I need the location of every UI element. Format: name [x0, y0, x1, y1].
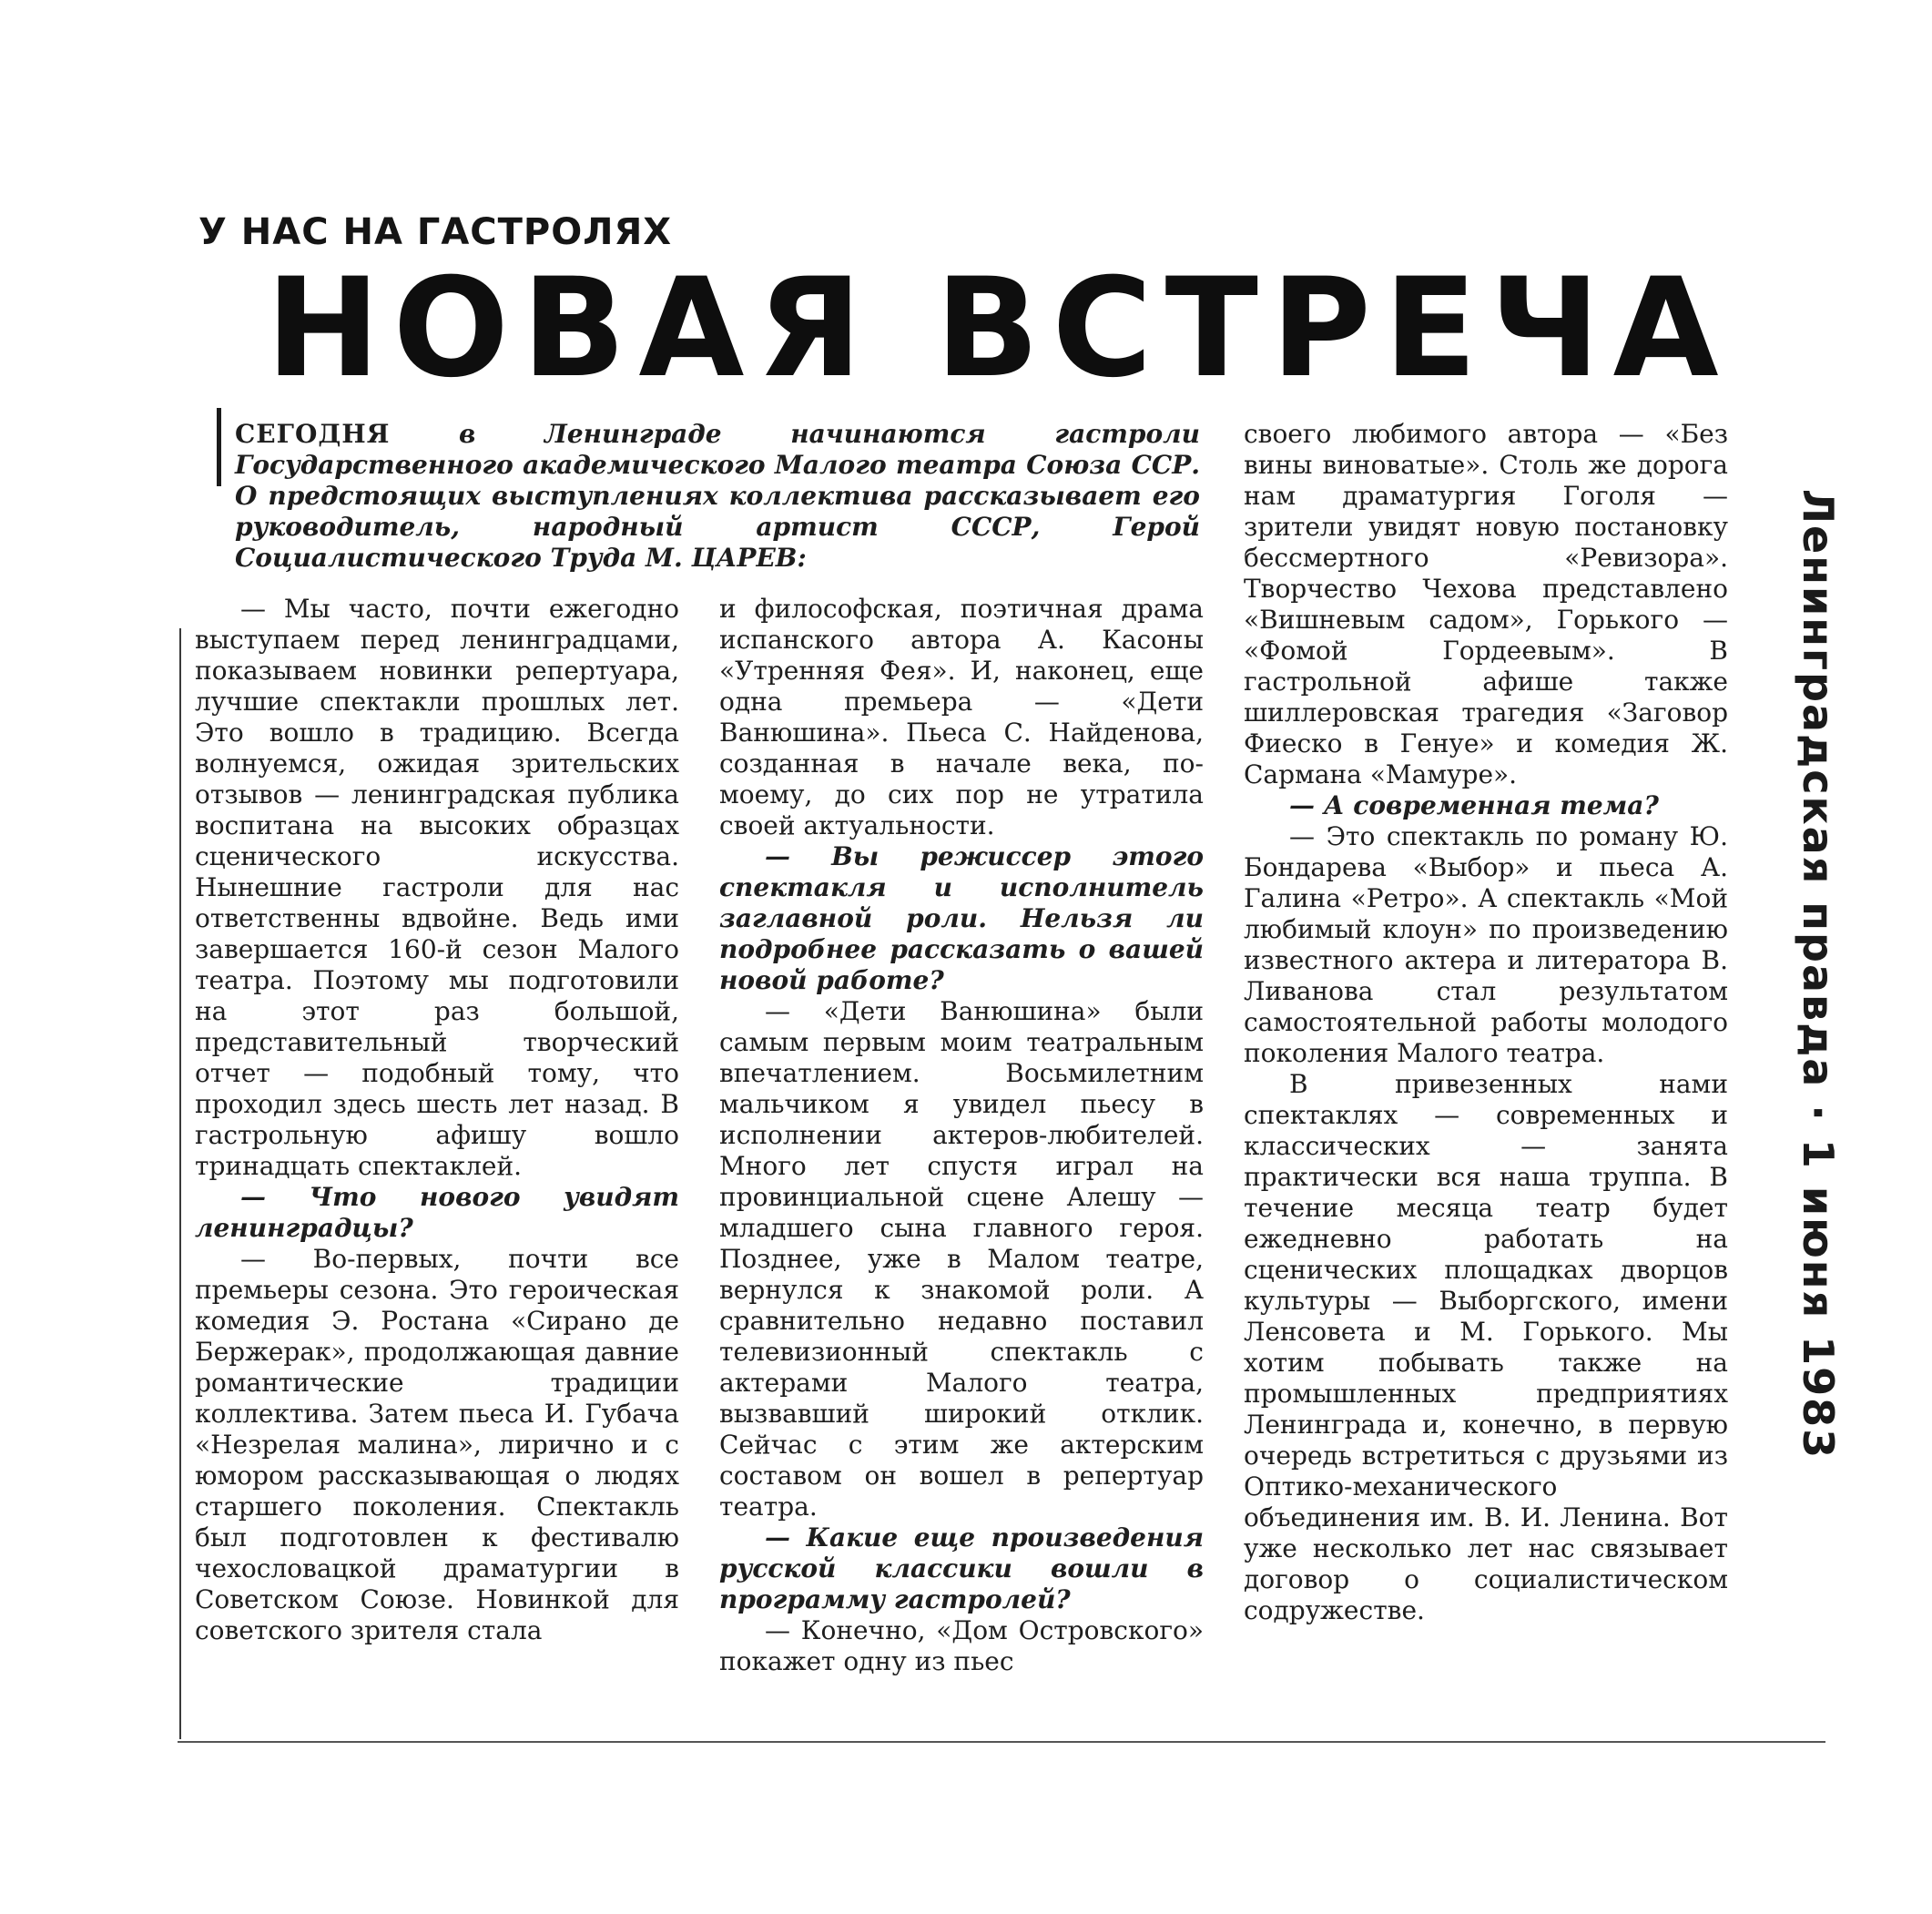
- paragraph-question: — Какие еще произведения русской классики вошли в программу гастролей?: [719, 1522, 1204, 1614]
- paragraph-answer: — Это спектакль по роману Ю. Бондарева «Выбор» и пьеса А. Галина «Ретро». А спектакль «Мой любимый клоун» по произведению известного актера и литератора В. Ливанова стал результатом самостоятельной работы молодого поколения Малого театра.: [1244, 821, 1728, 1068]
- lead-text: в Ленинграде начинаются гастроли Государственного академического Малого театра Союза ССР. О предстоящих выступлениях коллектива рассказывает его руководитель, народный артист СССР, Герой Социалистического Труда М. ЦАРЕВ:: [235, 419, 1200, 573]
- column-rule-left: [179, 628, 181, 1739]
- paragraph-answer: — Мы часто, почти ежегодно выступаем перед ленинградцами, показываем новинки репертуара, лучшие спектакли прошлых лет. Это вошло в традицию. Всегда волнуемся, ожидая зрительских отзывов — ленинградская публика воспитана на высоких образцах сценического искусства. Нынешние гастроли для нас ответственны вдвойне. Ведь ими завершается 160-й сезон Малого театра. Поэтому мы подготовили на этот раз большой, представительный творческий отчет — подобный тому, что проходил здесь шесть лет назад. В гастрольную афишу вошло тринадцать спектаклей.: [195, 594, 679, 1181]
- paragraph-question: — А современная тема?: [1289, 790, 1659, 820]
- text-column-1: [195, 594, 679, 1646]
- source-margin-text: Ленинградская правда · 1 июня 1983: [1794, 488, 1843, 1461]
- text-column-3: [1244, 419, 1728, 1626]
- article-lead: [235, 419, 1200, 574]
- rubric-kicker: У НАС НА ГАСТРОЛЯХ: [198, 211, 673, 253]
- paragraph-question: — Вы режиссер этого спектакля и исполнитель заглавной роли. Нельзя ли подробнее рассказать о вашей новой работе?: [719, 841, 1204, 995]
- article-headline: НОВАЯ ВСТРЕЧА: [266, 249, 1732, 408]
- lead-rule: [217, 408, 221, 486]
- paragraph-answer: В привезенных нами спектаклях — современных и классических — занята практически вся наша труппа. В течение месяца театр будет ежедневно работать на сценических площадках дворцов культуры — Выборгского, имени Ленсовета и М. Горького. Мы хотим побывать также на промышленных предприятиях Ленинграда и, конечно, в первую очередь встретиться с друзьями из Оптико-механического объединения им. В. И. Ленина. Вот уже несколько лет нас связывает договор о социалистическом содружестве.: [1244, 1069, 1728, 1625]
- paragraph-answer: — Конечно, «Дом Островского» покажет одну из пьес: [719, 1615, 1204, 1676]
- lead-caps: СЕГОДНЯ: [235, 419, 391, 449]
- paragraph-continuation: своего любимого автора — «Без вины виноватые». Столь же дорога нам драматургия Гоголя — зрители увидят новую постановку бессмертного «Ревизора». Творчество Чехова представлено «Вишневым садом», Горького — «Фомой Гордеевым». В гастрольной афише также шиллеровская трагедия «Заговор Фиеско в Генуе» и комедия Ж. Сармана «Мамуре».: [1244, 419, 1728, 789]
- paragraph-answer: — Во-первых, почти все премьеры сезона. Это героическая комедия Э. Ростана «Сирано де Бержерак», продолжающая давние романтические традиции коллектива. Затем пьеса И. Губача «Незрелая малина», лирично и с юмором рассказывающая о людях старшего поколения. Спектакль был подготовлен к фестивалю чехословацкой драматургии в Советском Союзе. Новинкой для советского зрителя стала: [195, 1244, 679, 1645]
- text-column-2: [719, 594, 1204, 1677]
- paragraph-continuation: и философская, поэтичная драма испанского автора А. Касоны «Утренняя Фея». И, наконец, еще одна премьера — «Дети Ванюшина». Пьеса С. Найденова, созданная в начале века, по-моему, до сих пор не утратила своей актуальности.: [719, 594, 1204, 840]
- paragraph-question: — Что нового увидят ленинградцы?: [195, 1182, 679, 1243]
- paragraph-answer: — «Дети Ванюшина» были самым первым моим театральным впечатлением. Восьмилетним мальчиком я увидел пьесу в исполнении актеров-любителей. Много лет спустя играл на провинциальной сцене Алешу — младшего сына главного героя. Позднее, уже в Малом театре, вернулся к знакомой роли. А сравнительно недавно поставил телевизионный спектакль с актерами Малого театра, вызвавший широкий отклик. Сейчас с этим же актерским составом он вошел в репертуар театра.: [719, 996, 1204, 1522]
- bottom-rule: [178, 1741, 1825, 1743]
- source-margin-note: [1777, 401, 1859, 1548]
